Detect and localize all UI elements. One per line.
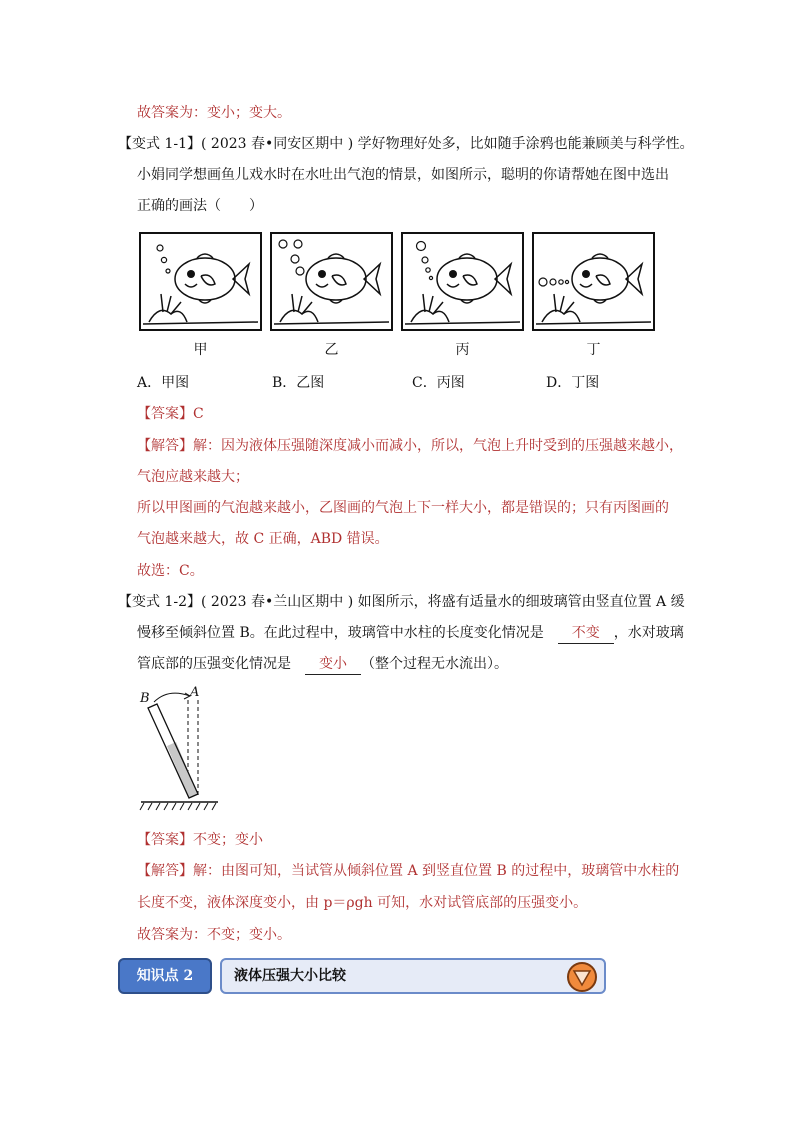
q1-analysis-line2: 气泡应越来越大；: [137, 469, 249, 485]
knowledge-point-bar[interactable]: [220, 958, 606, 994]
option-c[interactable]: C．丙图: [412, 375, 465, 391]
answer-value: 不变；变小: [193, 832, 263, 848]
q2-stem-line3: [137, 654, 508, 675]
position-b-label: B: [140, 691, 150, 706]
expand-down-icon[interactable]: [566, 961, 598, 993]
fish-figure-bing: [401, 232, 524, 331]
q1-answer: [137, 404, 204, 424]
option-a[interactable]: A．甲图: [137, 375, 190, 391]
analysis-label: 【解答】: [137, 863, 193, 879]
position-a-label: A: [190, 685, 200, 700]
fish-figure-ding: [532, 232, 655, 331]
q1-stem-line3: 正确的画法（ ）: [137, 198, 263, 214]
figure-caption-ding: 丁: [586, 342, 601, 358]
q2-analysis-line1: [137, 861, 679, 881]
knowledge-point-tag: 知识点 2: [118, 958, 212, 994]
fish-figure-jia: [139, 232, 262, 331]
knowledge-point-title: 液体压强大小比较: [234, 968, 346, 984]
figure-caption-bing: 丙: [455, 342, 470, 358]
answer-label: 【答案】: [137, 406, 193, 422]
q2-stem-line3-post: （整个过程无水流出）。: [361, 656, 508, 672]
analysis-text: 解：因为液体压强随深度减小而减小，所以，气泡上升时受到的压强越来越小，: [193, 438, 683, 454]
q1-analysis-line1: [137, 436, 683, 456]
q2-analysis-line2: 长度不变，液体深度变小，由 p＝ρgh 可知，水对试管底部的压强变小。: [137, 895, 588, 911]
q2-stem-line1: 【变式 1-2】( 2023 春•兰山区期中 ) 如图所示，将盛有适量水的细玻璃管由竖直位置 A 缓: [118, 594, 685, 610]
glass-tube-figure: [138, 684, 222, 814]
fill-blank-2[interactable]: 变小: [305, 654, 361, 675]
q2-stem-line2: [137, 623, 684, 644]
q1-analysis-line4: 气泡越来越大，故 C 正确，ABD 错误。: [137, 531, 389, 547]
answer-value: C: [193, 406, 204, 422]
q1-stem-line2: 小娟同学想画鱼儿戏水时在水吐出气泡的情景，如图所示，聪明的你请帮她在图中选出: [137, 167, 669, 183]
fill-blank-1[interactable]: 不变: [558, 623, 614, 644]
q2-final: 故答案为：不变；变小。: [137, 927, 291, 943]
q1-stem-line1: 【变式 1-1】( 2023 春•同安区期中 ) 学好物理好处多，比如随手涂鸦也能兼顾美与科学性。: [118, 136, 694, 152]
figure-caption-jia: 甲: [193, 342, 208, 358]
q1-analysis-line3: 所以甲图画的气泡越来越小，乙图画的气泡上下一样大小，都是错误的；只有丙图画的: [137, 500, 669, 516]
analysis-label: 【解答】: [137, 438, 193, 454]
q2-stem-line2-pre: 慢移至倾斜位置 B。在此过程中，玻璃管中水柱的长度变化情况是: [137, 625, 544, 641]
option-d[interactable]: D．丁图: [546, 375, 600, 391]
q2-answer: [137, 830, 263, 850]
q2-stem-line2-post: ，水对玻璃: [613, 625, 684, 641]
figure-caption-yi: 乙: [324, 342, 339, 358]
option-b[interactable]: B．乙图: [272, 375, 325, 391]
analysis-text: 解：由图可知，当试管从倾斜位置 A 到竖直位置 B 的过程中，玻璃管中水柱的: [193, 863, 680, 879]
q1-final: 故选：C。: [137, 563, 204, 579]
q2-stem-line3-pre: 管底部的压强变化情况是: [137, 656, 291, 672]
previous-answer: 故答案为：变小；变大。: [137, 105, 291, 121]
fish-figure-yi: [270, 232, 393, 331]
answer-label: 【答案】: [137, 832, 193, 848]
